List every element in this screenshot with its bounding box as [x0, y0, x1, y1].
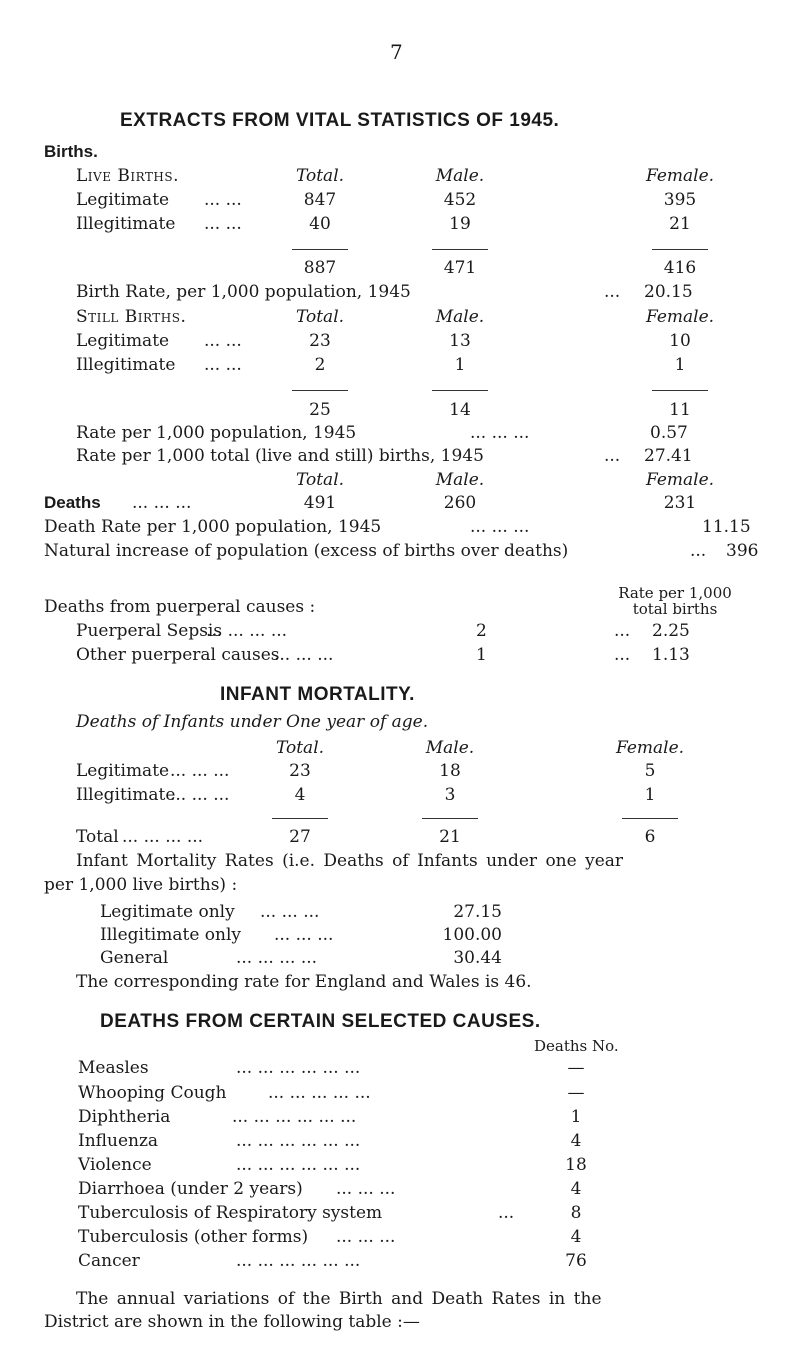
deaths-female: 231 — [663, 493, 697, 513]
infant-subheading: Deaths of Infants under One year of age. — [76, 712, 429, 732]
cause-dots: ... ... ... — [336, 1179, 396, 1199]
row-rate: 1.13 — [652, 645, 690, 665]
divider — [432, 249, 488, 250]
births-section-label: Births. — [44, 142, 98, 161]
row-count: 2 — [476, 621, 487, 641]
deaths-male: 260 — [443, 493, 477, 513]
row-female: 395 — [663, 190, 697, 210]
row-label: Illegitimate — [76, 785, 176, 805]
death-rate-dots: ... ... ... — [470, 517, 530, 537]
cause-value: 4 — [570, 1179, 582, 1199]
rate-dots: ... ... ... ... — [236, 948, 318, 968]
infant-rates-intro-2: per 1,000 live births) : — [44, 875, 238, 895]
puerperal-rate-header-1: Rate per 1,000 — [618, 584, 732, 602]
row-dots: ... ... ... — [170, 785, 230, 805]
footer-line-2: District are shown in the following table :— — [44, 1312, 420, 1332]
cause-value: 76 — [565, 1251, 587, 1271]
natural-increase-label: Natural increase of population (excess of births over deaths) — [44, 541, 569, 561]
page-number: 7 — [390, 40, 403, 64]
still-total-female: 11 — [669, 400, 691, 420]
live-col-total: Total. — [295, 166, 345, 186]
cause-dots: ... ... ... ... ... ... — [236, 1155, 361, 1175]
cause-dots: ... ... ... ... ... ... — [236, 1251, 361, 1271]
divider — [292, 249, 348, 250]
row-label: Illegitimate — [76, 214, 176, 234]
rate-value: 100.00 — [442, 925, 502, 945]
row-female: 1 — [674, 355, 686, 375]
natural-increase-value: 396 — [726, 541, 759, 561]
infant-col-total: Total. — [275, 738, 325, 758]
natural-increase-dots: ... — [690, 541, 707, 561]
cause-label: Tuberculosis of Respiratory system — [78, 1203, 383, 1223]
row-female: 5 — [644, 761, 656, 781]
cause-label: Cancer — [78, 1251, 140, 1271]
row-male: 19 — [449, 214, 471, 234]
still-col-female: Female. — [645, 307, 715, 327]
selected-causes-heading: DEATHS FROM CERTAIN SELECTED CAUSES. — [100, 1011, 541, 1032]
live-total-total: 887 — [303, 258, 337, 278]
rate-dots: ... ... ... — [274, 925, 334, 945]
rate-label: Illegitimate only — [100, 925, 242, 945]
cause-label: Violence — [78, 1155, 152, 1175]
cause-value: 4 — [570, 1227, 582, 1247]
row-label: Legitimate — [76, 331, 170, 351]
row-rate: 2.25 — [652, 621, 690, 641]
row-label: Legitimate — [76, 761, 170, 781]
cause-dots: ... ... ... ... ... ... — [236, 1131, 361, 1151]
still-rate1-label: Rate per 1,000 population, 1945 — [76, 423, 357, 443]
cause-value: — — [567, 1083, 585, 1103]
cause-value: 18 — [565, 1155, 587, 1175]
row-male: 3 — [444, 785, 456, 805]
birth-rate-label: Birth Rate, per 1,000 population, 1945 — [76, 282, 411, 302]
footer-line-1: The annual variations of the Birth and Death Rates in the — [76, 1289, 602, 1309]
row-female: 6 — [644, 827, 656, 847]
row-total: 4 — [294, 785, 306, 805]
row-female: 21 — [669, 214, 691, 234]
puerperal-rate-header-2: total births — [632, 600, 718, 618]
row-dots: ... ... ... — [170, 761, 230, 781]
infant-col-male: Male. — [425, 738, 475, 758]
divider — [432, 390, 488, 391]
divider — [622, 818, 678, 819]
divider — [652, 249, 708, 250]
still-rate2-label: Rate per 1,000 total (live and still) births, 1945 — [76, 446, 484, 466]
deaths-dots: ... ... ... — [132, 493, 192, 513]
cause-value: 8 — [570, 1203, 582, 1223]
infant-heading: INFANT MORTALITY. — [220, 684, 415, 705]
puerperal-intro: Deaths from puerperal causes : — [44, 597, 316, 617]
cause-dots: ... ... ... ... ... — [268, 1083, 371, 1103]
still-total-male: 14 — [449, 400, 471, 420]
still-rate2-value: 27.41 — [644, 446, 693, 466]
row-male: 452 — [443, 190, 477, 210]
row-female: 1 — [644, 785, 656, 805]
cause-label: Tuberculosis (other forms) — [78, 1227, 309, 1247]
row-total: 40 — [309, 214, 331, 234]
death-rate-value: 11.15 — [702, 517, 751, 537]
row-male: 18 — [439, 761, 461, 781]
selected-causes-col-header: Deaths No. — [534, 1037, 619, 1055]
cause-label: Whooping Cough — [78, 1083, 227, 1103]
still-rate1-dots: ... ... ... — [470, 423, 530, 443]
divider — [652, 390, 708, 391]
row-dots: ... ... — [204, 190, 242, 210]
live-total-female: 416 — [663, 258, 697, 278]
divider — [292, 390, 348, 391]
cause-dots: ... ... ... — [336, 1227, 396, 1247]
still-rate1-value: 0.57 — [650, 423, 688, 443]
birth-rate-value: 20.15 — [644, 282, 693, 302]
row-dots: ... ... ... ... — [122, 827, 204, 847]
still-rate2-dots: ... — [604, 446, 621, 466]
deaths-total: 491 — [303, 493, 337, 513]
rate-label: General — [100, 948, 169, 968]
row-dots: ... ... — [204, 214, 242, 234]
cause-value: 4 — [570, 1131, 582, 1151]
birth-rate-dots: ... — [604, 282, 621, 302]
row-dots: ... ... — [204, 331, 242, 351]
row-total: 27 — [289, 827, 311, 847]
row-label: Total — [76, 827, 119, 847]
row-count: 1 — [476, 645, 487, 665]
live-total-male: 471 — [443, 258, 477, 278]
rate-dots: ... ... ... — [260, 902, 320, 922]
cause-label: Diarrhoea (under 2 years) — [78, 1179, 303, 1199]
live-col-male: Male. — [435, 166, 485, 186]
row-label: Illegitimate — [76, 355, 176, 375]
row-female: 10 — [669, 331, 691, 351]
cause-label: Influenza — [78, 1131, 159, 1151]
still-col-male: Male. — [435, 307, 485, 327]
rate-value: 27.15 — [453, 902, 502, 922]
page-heading: EXTRACTS FROM VITAL STATISTICS OF 1945. — [120, 110, 560, 131]
infant-comparison: The corresponding rate for England and Wales is 46. — [76, 972, 532, 992]
cause-label: Measles — [78, 1058, 149, 1078]
infant-col-female: Female. — [615, 738, 685, 758]
row-dots-2: ... — [614, 621, 631, 641]
divider — [272, 818, 328, 819]
still-col-total: Total. — [295, 307, 345, 327]
divider — [422, 818, 478, 819]
deaths-col-female: Female. — [645, 470, 715, 490]
rate-label: Legitimate only — [100, 902, 235, 922]
row-label: Legitimate — [76, 190, 170, 210]
row-dots: ... ... ... — [274, 645, 334, 665]
cause-label: Diphtheria — [78, 1107, 171, 1127]
row-dots-2: ... — [614, 645, 631, 665]
live-births-label: Live Births. — [76, 166, 180, 186]
row-male: 21 — [439, 827, 461, 847]
rate-value: 30.44 — [453, 948, 502, 968]
deaths-col-male: Male. — [435, 470, 485, 490]
deaths-col-total: Total. — [295, 470, 345, 490]
deaths-label: Deaths — [44, 493, 101, 512]
row-label: Other puerperal causes — [76, 645, 280, 665]
infant-rates-intro-1: Infant Mortality Rates (i.e. Deaths of Infants under one year — [76, 851, 624, 871]
row-total: 23 — [289, 761, 311, 781]
live-col-female: Female. — [645, 166, 715, 186]
cause-value: — — [567, 1058, 585, 1078]
row-total: 2 — [314, 355, 326, 375]
row-label: Puerperal Sepsis — [76, 621, 223, 641]
cause-dots: ... ... ... ... ... ... — [232, 1107, 357, 1127]
row-dots: ... ... ... ... — [206, 621, 288, 641]
cause-dots: ... — [498, 1203, 515, 1223]
row-male: 13 — [449, 331, 471, 351]
still-total-total: 25 — [309, 400, 331, 420]
cause-dots: ... ... ... ... ... ... — [236, 1058, 361, 1078]
death-rate-label: Death Rate per 1,000 population, 1945 — [44, 517, 382, 537]
cause-value: 1 — [570, 1107, 582, 1127]
row-total: 847 — [303, 190, 337, 210]
row-total: 23 — [309, 331, 331, 351]
row-male: 1 — [454, 355, 466, 375]
row-dots: ... ... — [204, 355, 242, 375]
still-births-label: Still Births. — [76, 307, 187, 327]
